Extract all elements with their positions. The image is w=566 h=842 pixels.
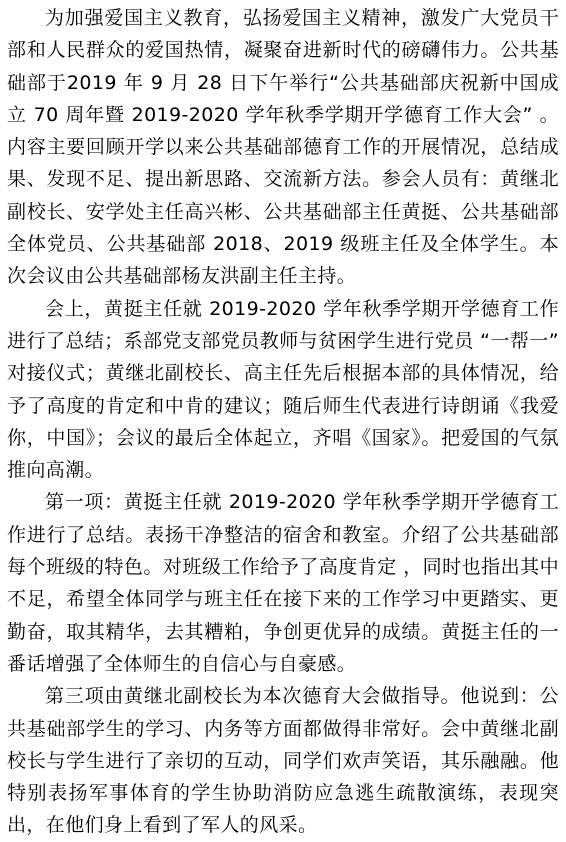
paragraph-intro: 为加强爱国主义教育，弘扬爱国主义精神，激发广大党员干部和人民群众的爱国热情，凝聚奋进新时代的磅礴伟力。公共基础部于2019 年 9 月 28 日下午举行“公共基础部庆祝新中国成立 70 周年暨 2019-2020 学年秋季学期开学德育工作大会” 。内容主要回顾开学以来公共基础部德育工作的开展情况，总结成果、发现不足、提出新思路、交流新方法。参会人员有：黄继北副校长、安学处主任高兴彬、公共基础部主任黄挺、公共基础部全体党员、公共基础部 2018、2019 级班主任及全体学生。本次会议由公共基础部杨友洪副主任主持。: [7, 7, 559, 288]
paragraph-first-item: 第一项：黄挺主任就 2019-2020 学年秋季学期开学德育工作进行了总结。表扬干净整洁的宿舍和教室。介绍了公共基础部每个班级的特色。对班级工作给予了高度肯定 ，同时也指出其中不足，希望全体同学与班主任在接下来的工作学习中更踏实、更勤奋，取其精华，去其糟粕，争创更优异的成绩。黄挺主任的一番话增强了全体师生的自信心与自豪感。: [7, 491, 559, 675]
paragraph-third-item: 第三项由黄继北副校长为本次德育大会做指导。他说到：公共基础部学生的学习、内务等方面都做得非常好。会中黄继北副校长与学生进行了亲切的互动，同学们欢声笑语，其乐融融。他特别表扬军事体育的学生协助消防应急逃生疏散演练，表现突出，在他们身上看到了军人的风采。: [7, 685, 559, 837]
paragraph-meeting-summary: 会上，黄挺主任就 2019-2020 学年秋季学期开学德育工作进行了总结；系部党支部党员教师与贫困学生进行党员 “一帮一” 对接仪式；黄继北副校长、高主任先后根据本部的具体情况，给予了高度的肯定和中肯的建议；随后师生代表进行诗朗诵《我爱你，中国》；会议的最后全体起立，齐唱《国家》。把爱国的气氛推向高潮。: [7, 297, 559, 482]
